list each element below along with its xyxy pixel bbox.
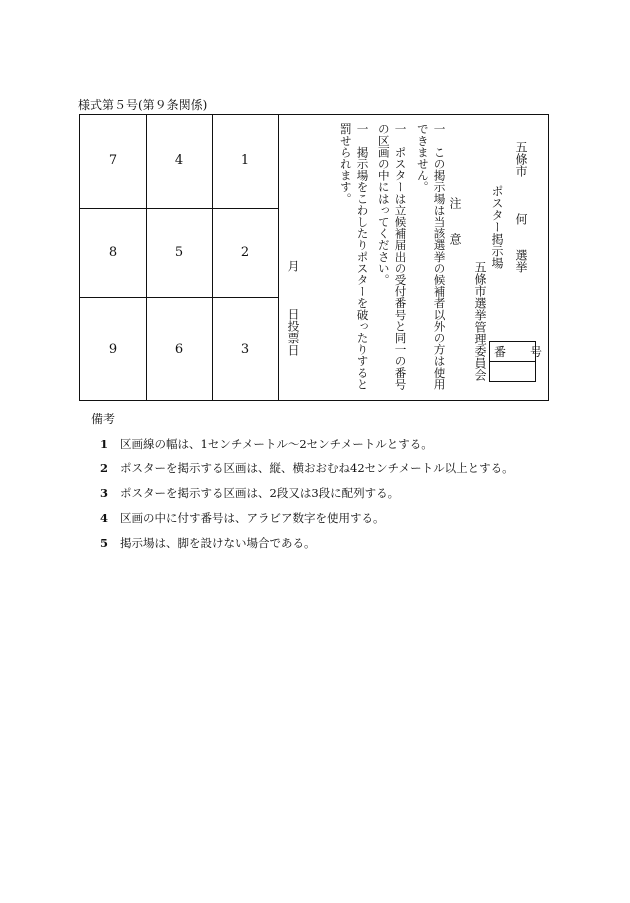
- remark-text: 区画線の幅は、1センチメートル～2センチメートルとする。: [120, 437, 433, 451]
- poster-slot-number: 2: [240, 245, 250, 260]
- remark-text: ポスターを掲示する区画は、縦、横おおむね42センチメートル以上とする。: [120, 461, 514, 475]
- remark-number: 1: [100, 437, 109, 451]
- notice-text: 一 ポスターは立候補届出の受付番号と同一の番号の区画の中にはってください。: [376, 123, 408, 390]
- remark-number: 4: [100, 511, 109, 525]
- remark-number: 5: [100, 536, 109, 550]
- remark-number: 2: [100, 461, 109, 475]
- notice-heading: 注 意: [448, 197, 462, 245]
- notice-text: 一 掲示場をこわしたりポスターを破ったりすると罰せられます。: [338, 123, 370, 390]
- remark-item: [100, 485, 399, 501]
- remark-number: 3: [100, 486, 109, 500]
- remark-item: [100, 436, 433, 452]
- notice-text: 一 この掲示場は当該選挙の候補者以外の方は使用できません。: [415, 123, 447, 390]
- remark-text: 掲示場は、脚を設けない場合である。: [120, 536, 316, 550]
- poster-slot-number: 3: [240, 342, 250, 357]
- poster-slot-number: 8: [108, 245, 118, 260]
- poster-slot-number: 7: [108, 153, 118, 168]
- poster-slot-number: 5: [174, 245, 184, 260]
- number-label: 番 号: [494, 345, 543, 359]
- remarks-heading: 備考: [91, 412, 116, 426]
- remark-text: 区画の中に付す番号は、アラビア数字を使用する。: [120, 511, 385, 525]
- remark-item: [100, 460, 514, 476]
- remark-item: [100, 510, 385, 526]
- city-name: 五條市: [514, 141, 528, 177]
- poster-board-form: [79, 114, 549, 401]
- poster-slot-number: 4: [174, 153, 184, 168]
- month-label: 月: [286, 260, 300, 272]
- grid-divider: [80, 208, 278, 209]
- grid-divider: [80, 297, 278, 298]
- vote-day-label: 日投票日: [286, 308, 300, 356]
- poster-slot-number: 9: [108, 342, 118, 357]
- poster-slot-number: 1: [240, 153, 250, 168]
- committee-name: 五條市選挙管理委員会: [473, 261, 487, 381]
- poster-slot-number: 6: [174, 342, 184, 357]
- remark-item: [100, 535, 316, 551]
- form-label: 様式第５号(第９条関係): [78, 98, 208, 112]
- board-title: ポスター掲示場: [490, 185, 504, 269]
- grid-divider: [278, 115, 279, 400]
- election-name: 何 選挙: [514, 213, 528, 273]
- remark-text: ポスターを掲示する区画は、2段又は3段に配列する。: [120, 486, 400, 500]
